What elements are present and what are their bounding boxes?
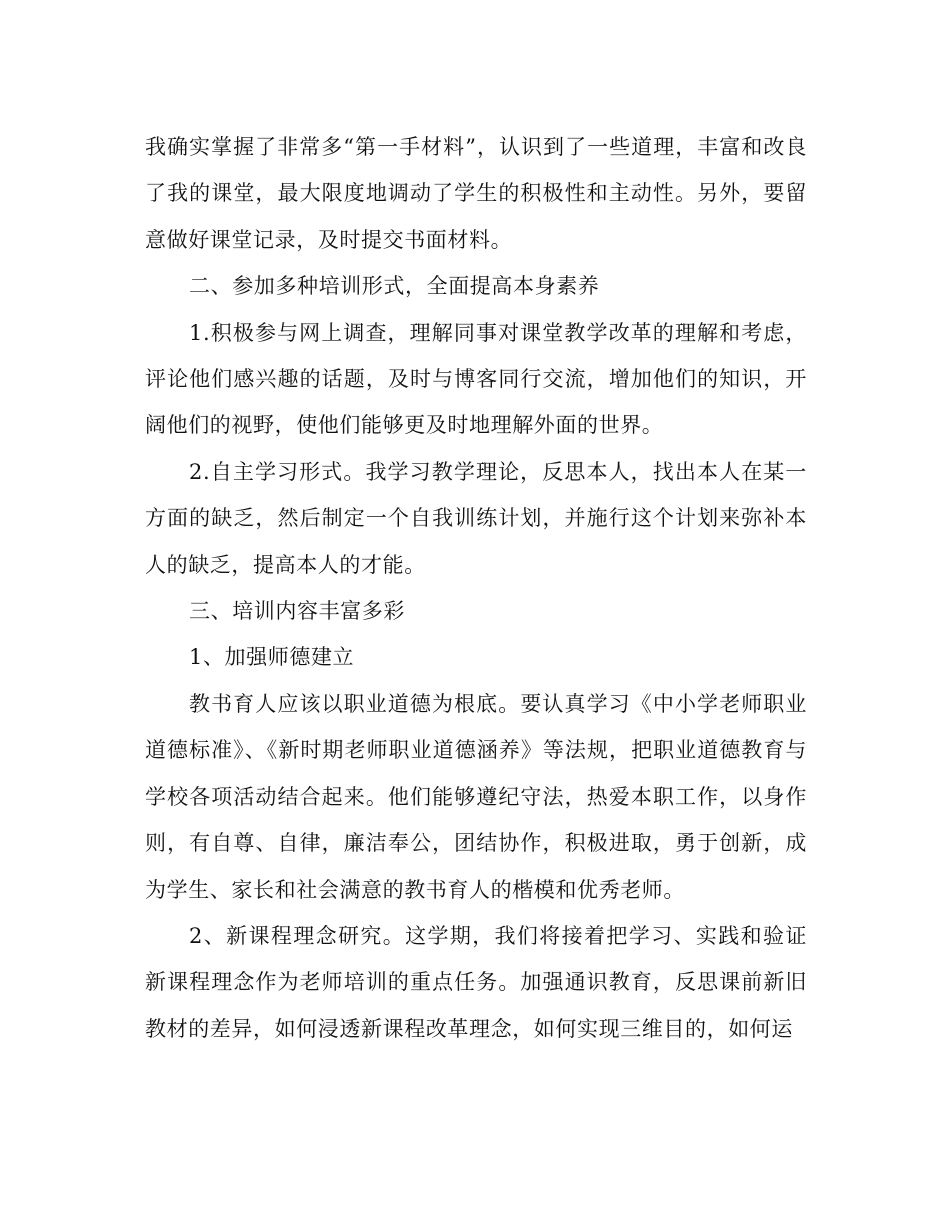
paragraph-continuation: 我确实掌握了非常多“第一手材料”，认识到了一些道理，丰富和改良了我的课堂，最大限度地调动了学生的积极性和主动性。另外，要留意做好课堂记录，及时提交书面材料。 xyxy=(145,135,807,252)
paragraph-self-study: 2.自主学习形式。我学习教学理论，反思本人，找出本人在某一方面的缺乏，然后制定一个自我训练计划，并施行这个计划来弥补本人的缺乏，提高本人的才能。 xyxy=(145,459,807,577)
paragraph-ethics: 教书育人应该以职业道德为根底。要认真学习《中小学老师职业道德标准》、《新时期老师职业道德涵养》等法规，把职业道德教育与学校各项活动结合起来。他们能够遵纪守法，热爱本职工作，以身作则，有自尊、自律，廉洁奉公，团结协作，积极进取，勇于创新，成为学生、家长和社会满意的教书育人的楷模和优秀老师。 xyxy=(145,691,807,902)
section-heading-3: 三、培训内容丰富多彩 xyxy=(189,599,405,624)
subheading-ethics: 1、加强师德建立 xyxy=(189,645,355,670)
paragraph-online-survey: 1.积极参与网上调查，理解同事对课堂教学改革的理解和考虑，评论他们感兴趣的话题，及时与博客同行交流，增加他们的知识，开阔他们的视野，使他们能够更及时地理解外面的世界。 xyxy=(145,320,807,438)
paragraph-new-curriculum: 2、新课程理念研究。这学期，我们将接着把学习、实践和验证新课程理念作为老师培训的重点任务。加强通识教育，反思课前新旧教材的差异，如何浸透新课程改革理念，如何实现三维目的，如何运 xyxy=(145,923,807,1041)
document-body xyxy=(145,124,807,1052)
section-heading-2: 二、参加多种培训形式，全面提高本身素养 xyxy=(189,274,600,299)
